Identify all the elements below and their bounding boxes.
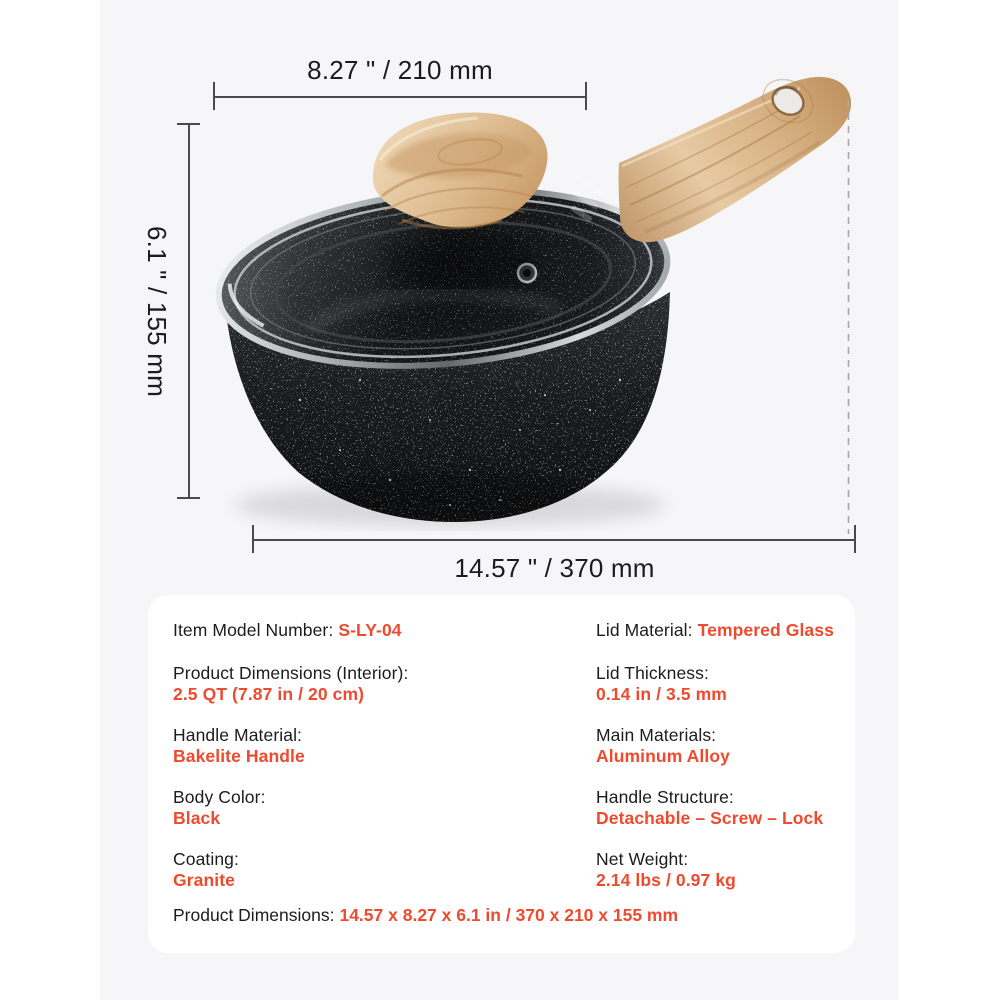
spec-row-main-materials: [596, 725, 846, 767]
spec-label: Item Model Number:: [173, 620, 334, 640]
dim-bottom-length-line: [253, 539, 856, 541]
spec-value: S-LY-04: [338, 620, 402, 640]
dim-bottom-length-label: 14.57 " / 370 mm: [454, 553, 655, 583]
spec-value: Aluminum Alloy: [596, 746, 730, 766]
spec-label: Lid Thickness:: [596, 663, 709, 683]
spec-row-handle-structure: [596, 787, 846, 829]
spec-row-overall-dimensions: [173, 905, 833, 926]
dim-side-height-tick-top: [177, 123, 200, 125]
spec-label: Product Dimensions:: [173, 905, 335, 925]
spec-label: Coating:: [173, 849, 239, 869]
dim-side-height-tick-bottom: [177, 497, 200, 499]
spec-value: 14.57 x 8.27 x 6.1 in / 370 x 210 x 155 mm: [339, 905, 679, 925]
spec-value: 2.14 lbs / 0.97 kg: [596, 870, 736, 890]
dim-top-width-label: 8.27 " / 210 mm: [307, 55, 493, 85]
spec-row-interior-dimensions: [173, 663, 573, 705]
spec-value: Bakelite Handle: [173, 746, 305, 766]
dim-side-height-label: 6.1 " / 155 mm: [142, 225, 172, 397]
dim-top-width-line: [214, 96, 586, 98]
spec-column-left: [173, 620, 573, 911]
dim-bottom-length-tick-left: [252, 525, 254, 553]
spec-row-model-number: [173, 620, 573, 641]
spec-label: Handle Structure:: [596, 787, 734, 807]
spec-value: Granite: [173, 870, 235, 890]
spec-panel: [148, 595, 855, 953]
pan-handle: [619, 71, 851, 242]
spec-label: Product Dimensions (Interior):: [173, 663, 409, 683]
spec-value: Tempered Glass: [697, 620, 834, 640]
spec-value: 2.5 QT (7.87 in / 20 cm): [173, 684, 365, 704]
spec-row-lid-material: [596, 620, 846, 641]
spec-label: Body Color:: [173, 787, 266, 807]
spec-label: Main Materials:: [596, 725, 717, 745]
dim-top-width-tick-right: [585, 82, 587, 110]
dim-top-width-tick-left: [213, 82, 215, 110]
spec-value: 0.14 in / 3.5 mm: [596, 684, 727, 704]
spec-label: Lid Material:: [596, 620, 693, 640]
dim-side-height-line: [188, 124, 190, 498]
spec-row-handle-material: [173, 725, 573, 767]
spec-row-coating: [173, 849, 573, 891]
spec-label: Handle Material:: [173, 725, 303, 745]
spec-label: Net Weight:: [596, 849, 689, 869]
spec-row-net-weight: [596, 849, 846, 891]
spec-column-right: [596, 620, 846, 911]
spec-value: Detachable – Screw – Lock: [596, 808, 824, 828]
spec-value: Black: [173, 808, 221, 828]
spec-row-body-color: [173, 787, 573, 829]
spec-row-lid-thickness: [596, 663, 846, 705]
dim-bottom-length-tick-right: [854, 525, 856, 553]
knob-reflection: [384, 232, 540, 292]
